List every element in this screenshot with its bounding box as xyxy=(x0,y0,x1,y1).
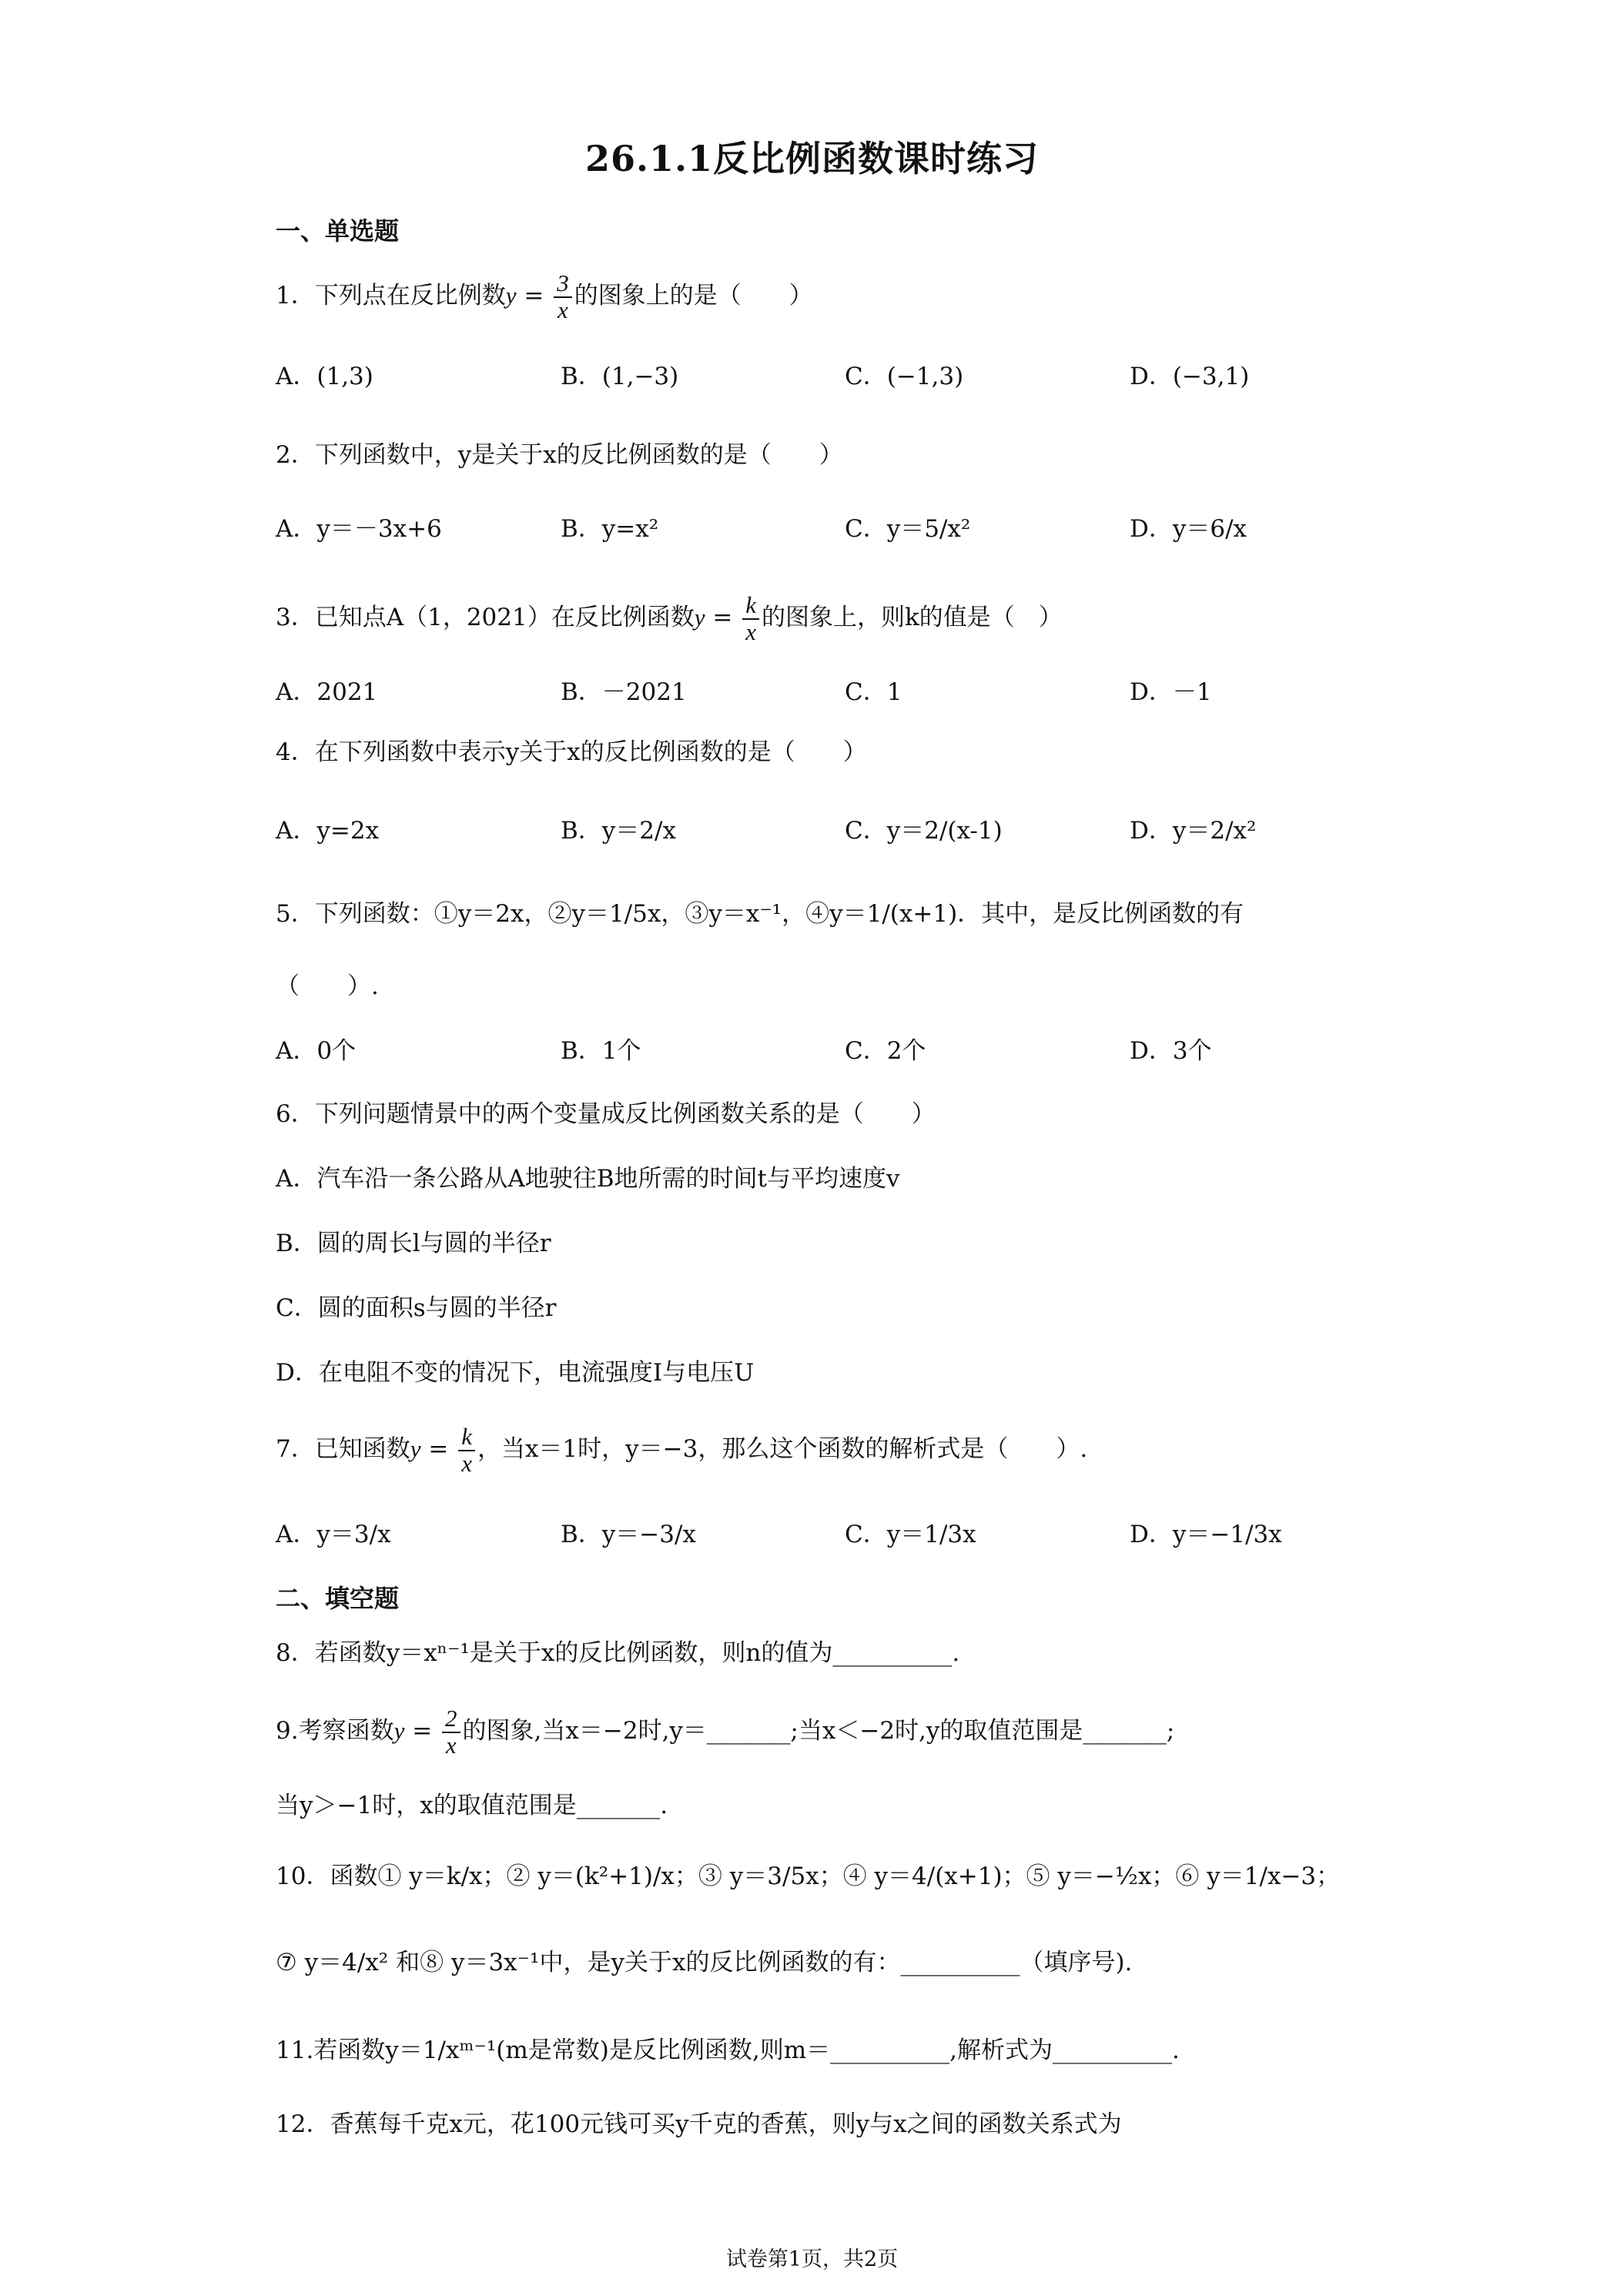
q1-option-a[interactable]: A．(1,3) xyxy=(276,363,373,390)
q1-option-c[interactable]: C．(−1,3) xyxy=(845,363,964,390)
q6-option-d[interactable]: D．在电阻不变的情况下，电流强度I与电压U xyxy=(276,1359,755,1387)
q2-option-c[interactable]: C．y＝5/x² xyxy=(845,515,971,543)
q7-option-a[interactable]: A．y＝3/x xyxy=(276,1521,391,1548)
question-11: 11.若函数y＝1/xᵐ⁻¹(m是常数)是反比例函数,则m＝__________,解析式为__________. xyxy=(276,2037,1180,2064)
question-7: 7．已知函数y = $\frac{k}{x}$ ，当x＝1时，y＝−3，那么这个函数的解析式是（ ）. xyxy=(276,1423,1088,1477)
q4-option-a[interactable]: A．y=2x xyxy=(276,817,380,845)
question-9: 9.考察函数y = $\frac{2}{x}$ 的图象,当x＝−2时,y＝_______;当x＜−2时,y的取值范围是_______; xyxy=(276,1705,1175,1759)
q2-option-b[interactable]: B．y=x² xyxy=(561,515,659,543)
q7-option-c[interactable]: C．y＝1/3x xyxy=(845,1521,976,1548)
q6-option-c[interactable]: C．圆的面积s与圆的半径r xyxy=(276,1294,557,1322)
q7-option-d[interactable]: D．y＝−1/3x xyxy=(1130,1521,1282,1548)
question-3: 3．已知点A（1，2021）在反比例函数y = $\frac{k}{x}$ 的图象上，则k的值是（ ） xyxy=(276,591,1063,645)
q1-option-b[interactable]: B．(1,−3) xyxy=(561,363,679,390)
q5-option-c[interactable]: C．2个 xyxy=(845,1037,926,1065)
question-6: 6．下列问题情景中的两个变量成反比例函数关系的是（ ） xyxy=(276,1100,936,1128)
q5-option-a[interactable]: A．0个 xyxy=(276,1037,357,1065)
q4-option-b[interactable]: B．y＝2/x xyxy=(561,817,676,845)
q6-option-b[interactable]: B．圆的周长l与圆的半径r xyxy=(276,1230,551,1257)
q2-option-d[interactable]: D．y＝6/x xyxy=(1130,515,1247,543)
section-fill-blank: 二、填空题 xyxy=(276,1584,400,1613)
q3-option-c[interactable]: C．1 xyxy=(845,678,902,706)
q1-option-d[interactable]: D．(−3,1) xyxy=(1130,363,1250,390)
question-10: 10．函数① y＝k/x；② y＝(k²+1)/x；③ y＝3/5x；④ y＝4/(x+1)；⑤ y＝−½x；⑥ y＝1/x−3； xyxy=(276,1863,1341,1890)
section-single-choice: 一、单选题 xyxy=(276,216,400,246)
question-1: 1．下列点在反比例数y = $\frac{3}{x}$ 的图象上的是（ ） xyxy=(276,269,813,323)
question-5: 5．下列函数：①y＝2x，②y＝1/5x，③y＝x⁻¹，④y＝1/(x+1)．其中，是反比例函数的有 xyxy=(276,900,1244,928)
q3-option-d[interactable]: D．－1 xyxy=(1130,678,1212,706)
q5-option-d[interactable]: D．3个 xyxy=(1130,1037,1212,1065)
page-title: 26.1.1反比例函数课时练习 xyxy=(584,138,1040,179)
question-9-cont: 当y＞−1时，x的取值范围是_______. xyxy=(276,1792,668,1819)
question-12: 12．香蕉每千克x元，花100元钱可买y千克的香蕉，则y与x之间的函数关系式为 xyxy=(276,2110,1122,2138)
q2-option-a[interactable]: A．y＝－3x+6 xyxy=(276,515,442,543)
question-5-cont: （ ）. xyxy=(276,972,379,1000)
q6-option-a[interactable]: A．汽车沿一条公路从A地驶往B地所需的时间t与平均速度v xyxy=(276,1165,900,1193)
q3-option-b[interactable]: B．－2021 xyxy=(561,678,687,706)
q4-option-d[interactable]: D．y＝2/x² xyxy=(1130,817,1257,845)
q5-option-b[interactable]: B．1个 xyxy=(561,1037,641,1065)
q3-option-a[interactable]: A．2021 xyxy=(276,678,378,706)
q4-option-c[interactable]: C．y＝2/(x-1) xyxy=(845,817,1003,845)
question-2: 2．下列函数中，y是关于x的反比例函数的是（ ） xyxy=(276,441,843,469)
question-10-cont: ⑦ y＝4/x² 和⑧ y＝3x⁻¹中，是y关于x的反比例函数的有：__________（填序号). xyxy=(276,1949,1133,1976)
question-8: 8．若函数y＝xⁿ⁻¹是关于x的反比例函数，则n的值为__________. xyxy=(276,1639,960,1667)
q7-option-b[interactable]: B．y＝−3/x xyxy=(561,1521,696,1548)
page-footer: 试卷第1页，共2页 xyxy=(725,2247,899,2271)
question-4: 4．在下列函数中表示y关于x的反比例函数的是（ ） xyxy=(276,738,867,766)
